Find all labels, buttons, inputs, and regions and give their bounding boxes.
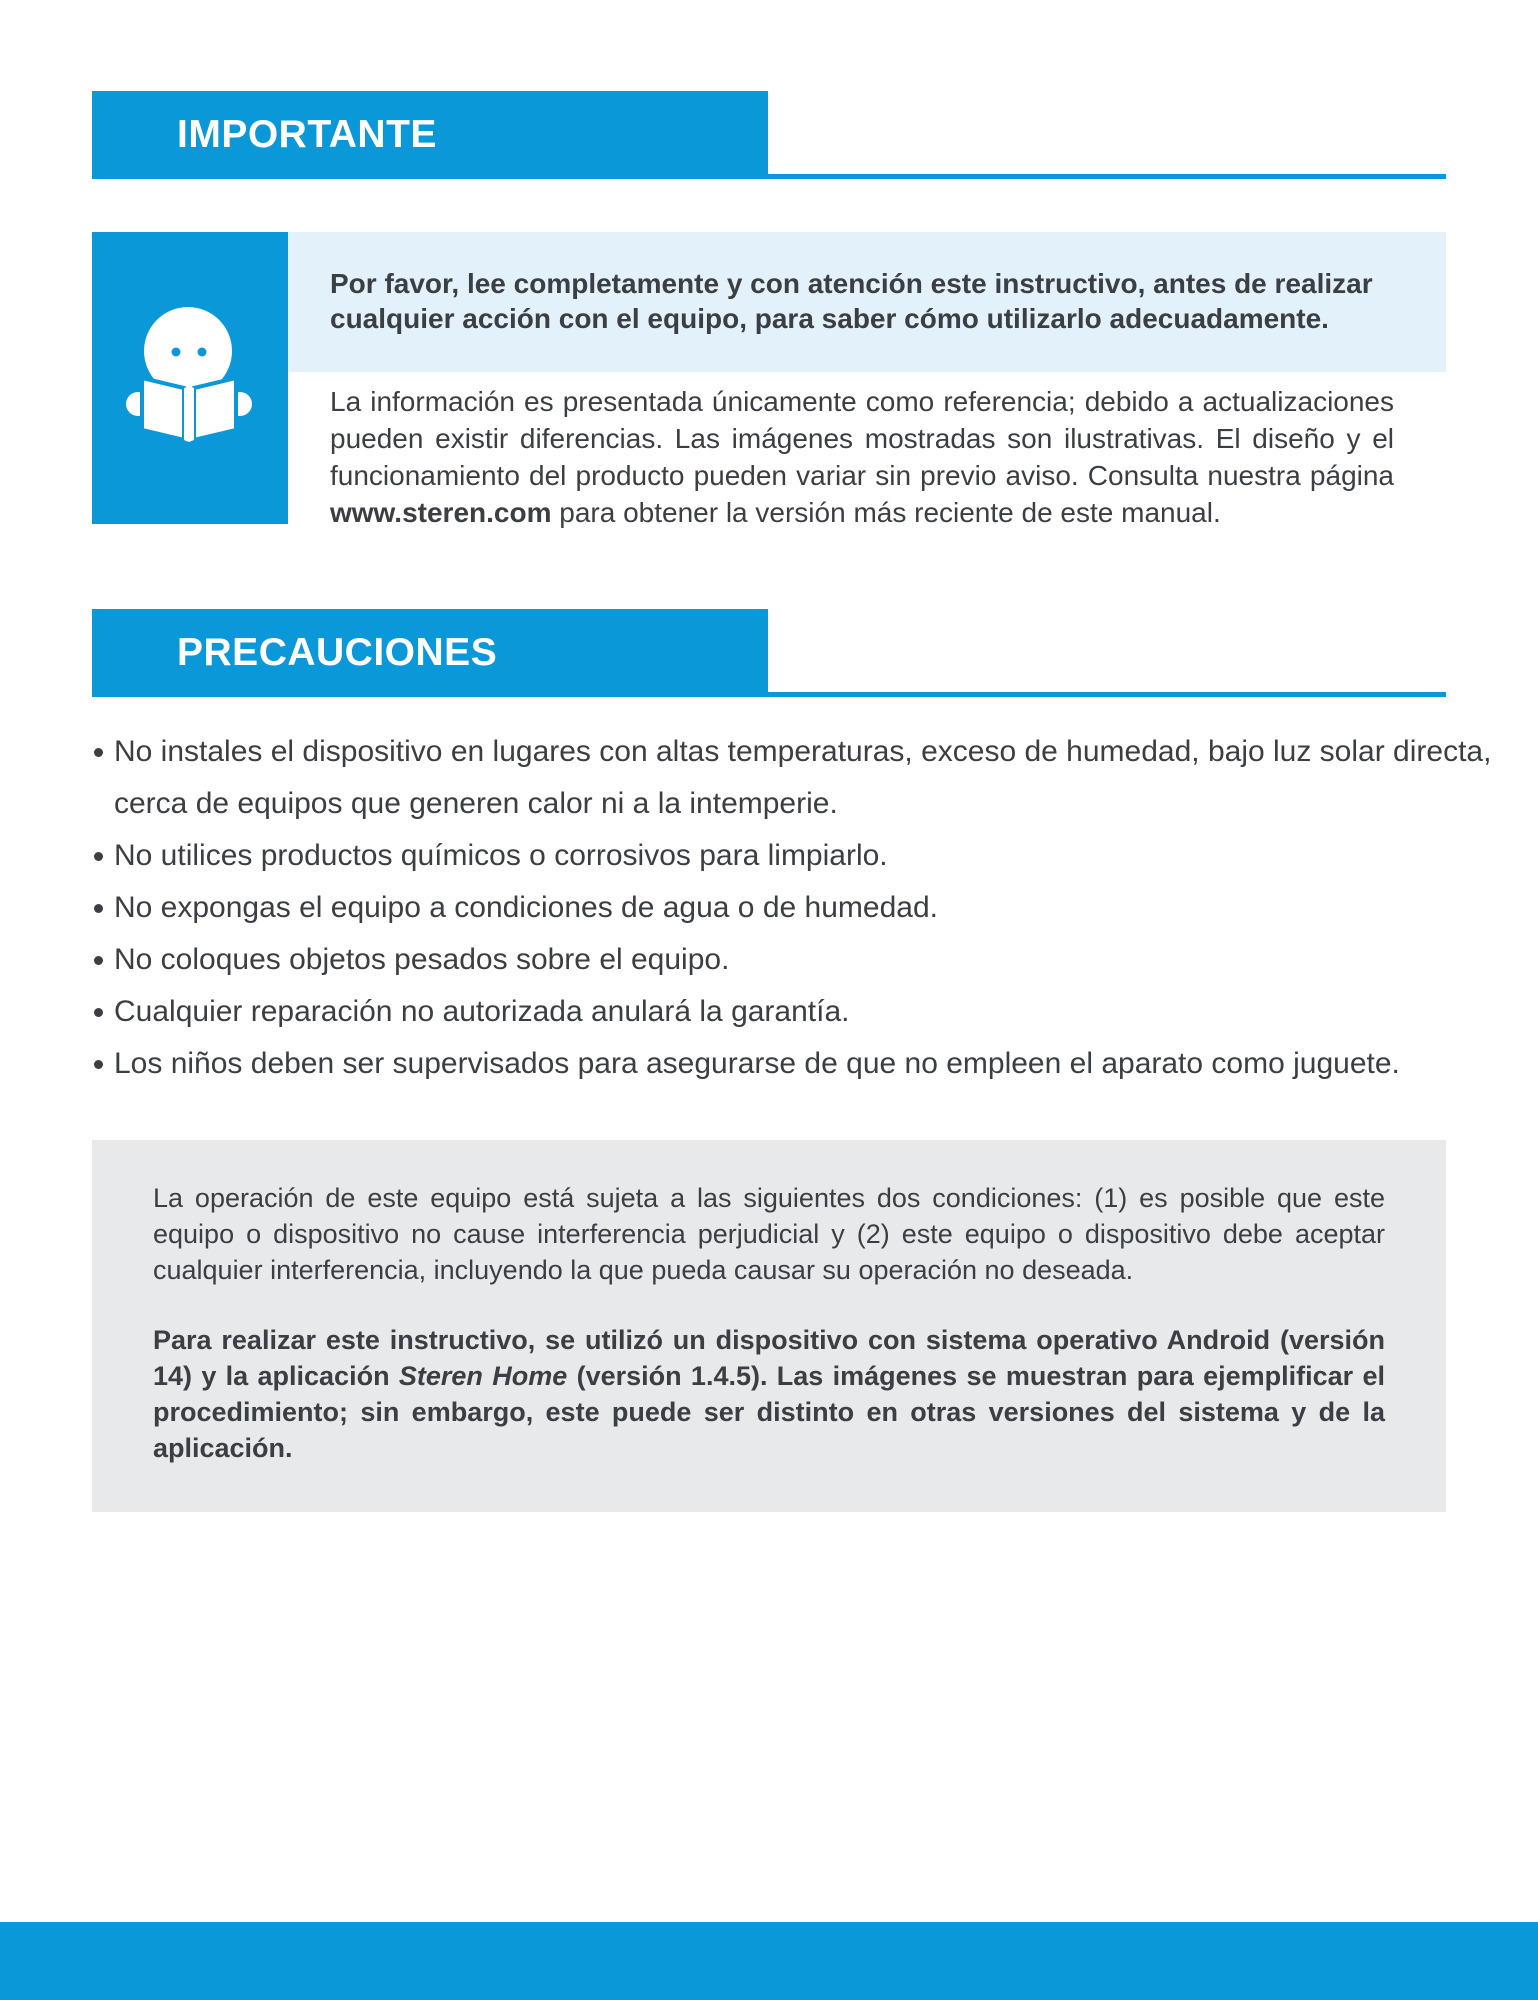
section-header-precauciones bbox=[92, 609, 1446, 697]
important-highlight-text: Por favor, lee completamente y con atención este instructivo, antes de realizar cualquier acción con el equipo, para saber cómo utilizarlo adecuadamente. bbox=[330, 268, 1373, 334]
section-rule bbox=[768, 692, 1446, 697]
reading-manual-icon bbox=[126, 306, 254, 446]
precautions-list bbox=[92, 726, 1502, 1090]
precaution-item: No utilices productos químicos o corrosivos para limpiarlo. bbox=[92, 830, 1502, 882]
section-title: PRECAUCIONES bbox=[177, 631, 498, 674]
section-header-importante bbox=[92, 91, 1446, 179]
reference-info-after: para obtener la versión más reciente de este manual. bbox=[551, 497, 1221, 528]
footer-bar bbox=[0, 1922, 1538, 2000]
reference-info-before: La información es presentada únicamente como referencia; debido a actualizaciones pueden existir diferencias. Las imágenes mostradas son ilustrativas. El diseño y el funcionamiento del producto pueden variar sin previo aviso. Consulta nuestra página bbox=[330, 386, 1394, 491]
important-highlight-box bbox=[288, 232, 1446, 372]
precaution-item: Cualquier reparación no autorizada anulará la garantía. bbox=[92, 986, 1502, 1038]
app-text-before: Para realizar este instructivo, se utilizó un dispositivo con sistema operativo Android (versión 14) y la aplicación bbox=[153, 1325, 1385, 1391]
precaution-item: No coloques objetos pesados sobre el equipo. bbox=[92, 934, 1502, 986]
app-version-text bbox=[153, 1322, 1385, 1466]
section-tab bbox=[92, 609, 768, 697]
precaution-item: No expongas el equipo a condiciones de agua o de humedad. bbox=[92, 882, 1502, 934]
precaution-item: No instales el dispositivo en lugares con altas temperaturas, exceso de humedad, bajo luz solar directa, cerca de equipos que generen calor ni a la intemperie. bbox=[92, 726, 1502, 830]
section-title: IMPORTANTE bbox=[177, 113, 437, 156]
section-tab bbox=[92, 91, 768, 179]
section-rule bbox=[768, 174, 1446, 179]
app-text-after: (versión 1.4.5). Las imágenes se muestran para ejemplificar el procedimiento; sin embargo, este puede ser distinto en otras versiones del sistema y de la aplicación. bbox=[153, 1361, 1385, 1463]
notice-box bbox=[92, 1140, 1446, 1512]
precaution-item: Los niños deben ser supervisados para asegurarse de que no empleen el aparato como juguete. bbox=[92, 1038, 1502, 1090]
reference-info-text bbox=[330, 383, 1394, 531]
website-link: www.steren.com bbox=[330, 497, 552, 528]
app-name: Steren Home bbox=[398, 1361, 568, 1391]
conditions-text: La operación de este equipo está sujeta a las siguientes dos condiciones: (1) es posible que este equipo o dispositivo no cause interferencia perjudicial y (2) este equipo o dispositivo debe aceptar cualquier interferencia, incluyendo la que pueda causar su operación no deseada. bbox=[153, 1183, 1385, 1285]
reading-manual-icon-box bbox=[92, 232, 288, 524]
